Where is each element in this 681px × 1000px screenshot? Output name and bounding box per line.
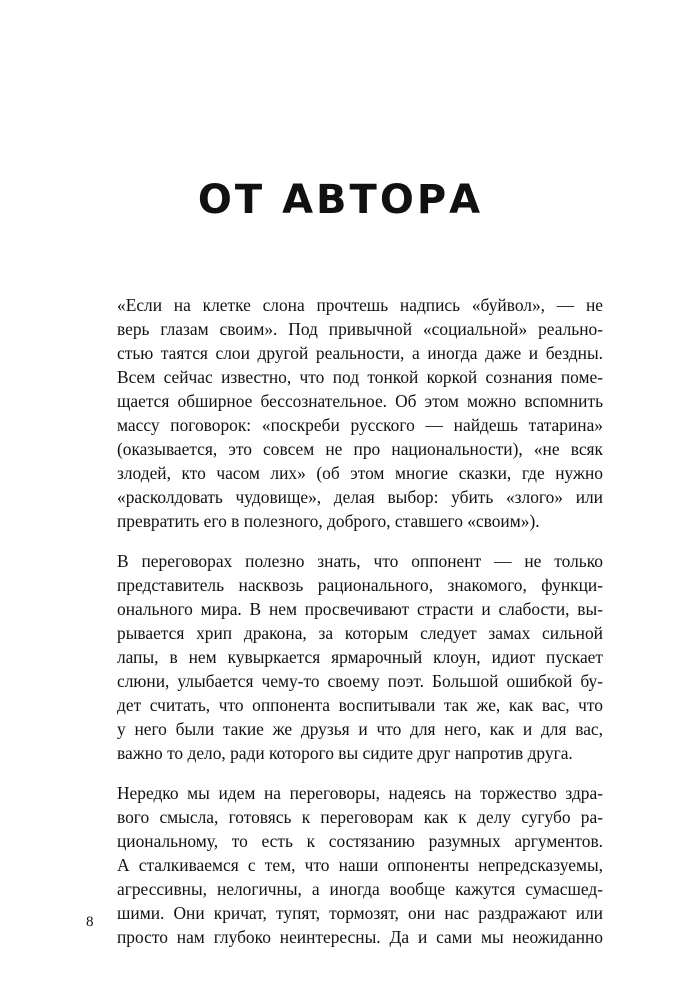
paragraph (117, 781, 603, 949)
text-line: у него были такие же друзья и что для него, как и для вас, (117, 719, 603, 739)
page-number: 8 (86, 914, 94, 930)
paragraph (117, 293, 603, 533)
text-body (117, 293, 603, 949)
paragraph (117, 549, 603, 765)
text-line: агрессивны, нелогичны, а иногда вообще кажутся сумасшед- (117, 879, 603, 899)
text-line: верь глазам своим». Под привычной «социальной» реально- (117, 319, 603, 339)
text-line: важно то дело, ради которого вы сидите друг напротив друга. (117, 743, 573, 763)
text-line: «расколдовать чудовище», делая выбор: убить «злого» или (117, 487, 603, 507)
text-line: Нередко мы идем на переговоры, надеясь на торжество здра- (117, 783, 603, 803)
paragraph-gap (117, 533, 603, 549)
text-line: просто нам глубоко неинтересны. Да и сами мы неожиданно (117, 927, 603, 947)
paragraph-gap (117, 765, 603, 781)
text-line: злодей, кто часом лих» (об этом многие сказки, где нужно (117, 463, 603, 483)
text-line: циональному, то есть к состязанию разумных аргументов. (117, 831, 603, 851)
text-line: шими. Они кричат, тупят, тормозят, они нас раздражают или (117, 903, 603, 923)
text-line: дет считать, что оппонента воспитывали так же, как вас, что (117, 695, 603, 715)
text-line: слюни, улыбается чему-то своему поэт. Большой ошибкой бу- (117, 671, 603, 691)
text-line: представитель насквозь рационального, знакомого, функци- (117, 575, 603, 595)
text-line: онального мира. В нем просвечивают страсти и слабости, вы- (117, 599, 603, 619)
text-line: стью таятся слои другой реальности, а иногда даже и бездны. (117, 343, 603, 363)
text-line: А сталкиваемся с тем, что наши оппоненты непредсказуемы, (117, 855, 603, 875)
text-line: Всем сейчас известно, что под тонкой коркой сознания поме- (117, 367, 603, 387)
text-line: лапы, в нем кувыркается ярмарочный клоун, идиот пускает (117, 647, 603, 667)
text-line: (оказывается, это совсем не про национальности), «не всяк (117, 439, 603, 459)
text-line: превратить его в полезного, доброго, ставшего «своим»). (117, 511, 540, 531)
text-line: массу поговорок: «поскреби русского — найдешь татарина» (117, 415, 603, 435)
text-line: вого смысла, готовясь к переговорам как к делу сугубо ра- (117, 807, 603, 827)
text-line: щается обширное бессознательное. Об этом можно вспомнить (117, 391, 603, 411)
text-line: рывается хрип дракона, за которым следует замах сильной (117, 623, 603, 643)
text-line: «Если на клетке слона прочтешь надпись «буйвол», — не (117, 295, 603, 315)
text-line: В переговорах полезно знать, что оппонент — не только (117, 551, 603, 571)
page-title: ОТ АВТОРА (197, 177, 484, 223)
